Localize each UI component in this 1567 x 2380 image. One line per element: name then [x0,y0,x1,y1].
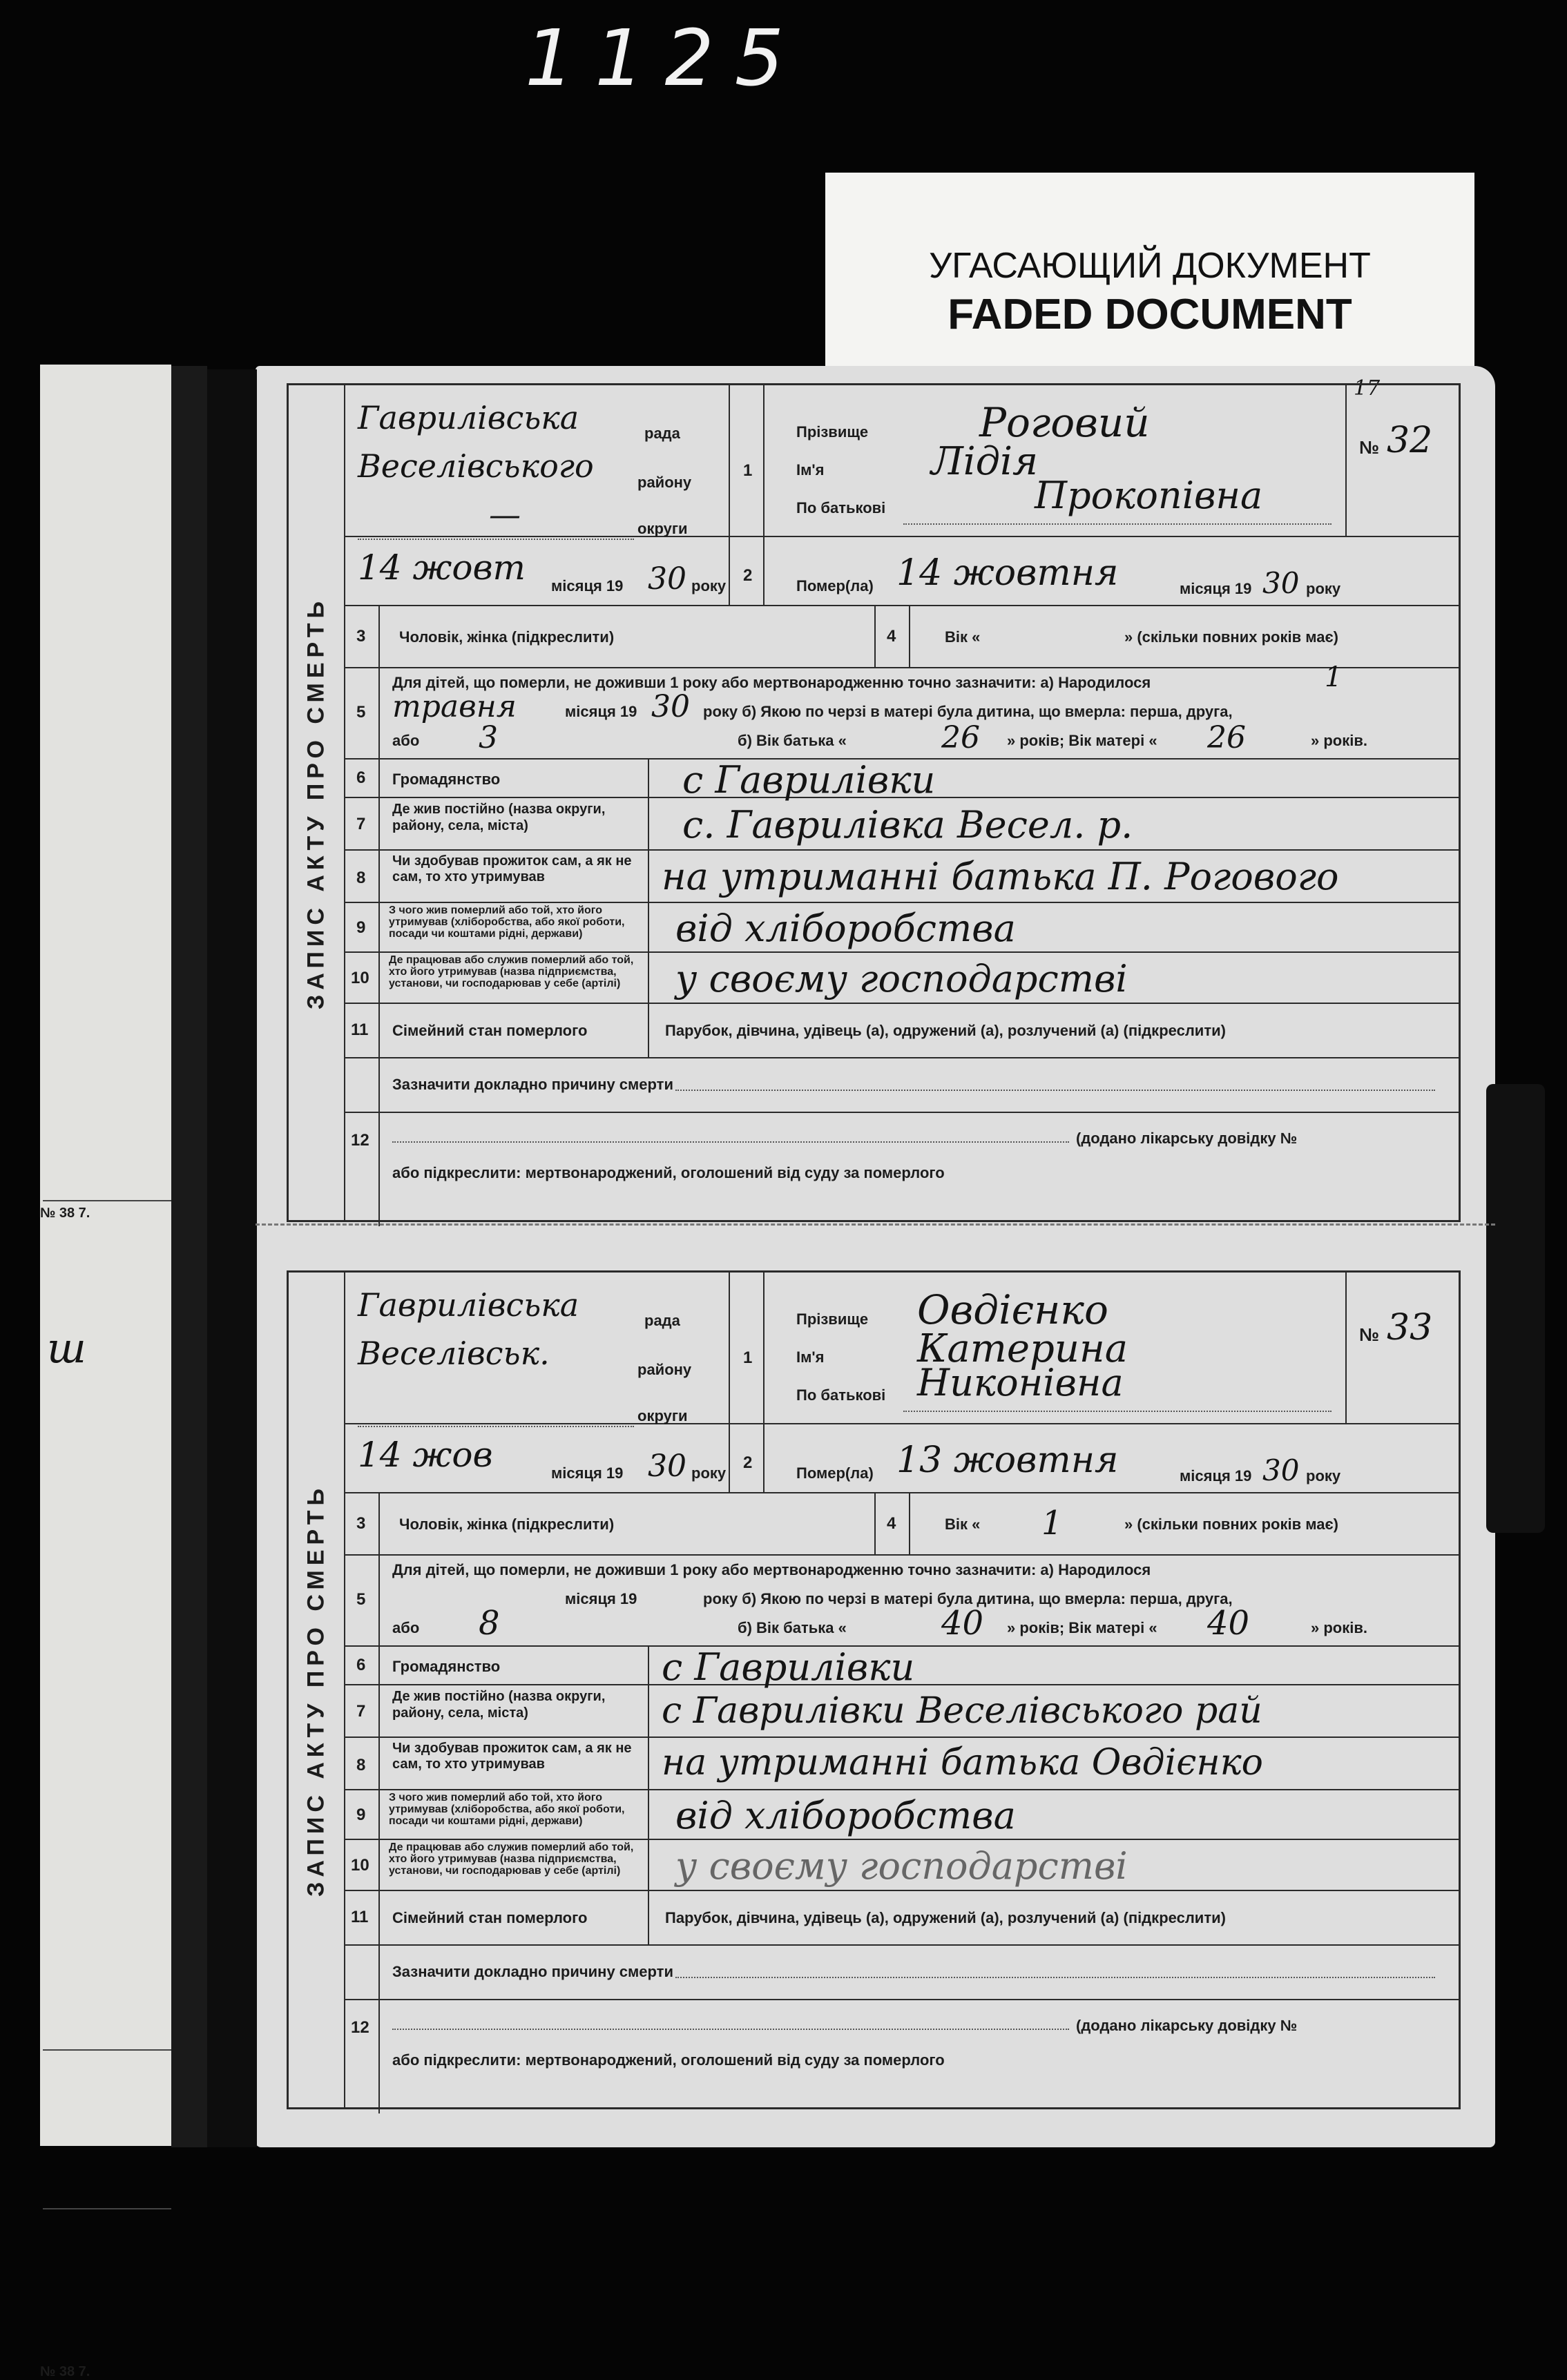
registration-date-value: 14 жовт [358,548,526,588]
raion-label: району [637,474,692,491]
year-label: року [691,577,727,594]
stamp-english-text: FADED DOCUMENT [948,291,1352,338]
page-gutter [171,366,207,2147]
raion-value: Веселівськ. [358,1335,550,1372]
residence-value: с Гаврилівки Веселівського рай [662,1690,1262,1732]
year-label: року [691,1464,727,1482]
work-value: у своєму господарстві [675,957,1128,1000]
death-month-label: місяця 19 [1180,1467,1252,1484]
surname-value: Овдієнко [917,1286,1108,1333]
book-edge-binding [1486,1084,1545,1533]
stillborn-label: або підкреслити: мертвонароджений, оголошений від суду за померлого [392,1164,945,1181]
family-options-label: Парубок, дівчина, удівець (а), одружений (а), розлучений (а) (підкреслити) [665,1909,1226,1926]
rada-label: рада [644,425,680,442]
death-record-card-2: ЗАПИС АКТУ ПРО СМЕРТЬ Гаврилівська рада Веселівськ. району округи 14 жов місяця 19 30 року 1 2 Прізвище Овдієнко Ім'я Катерина По батькові Никонівна № 33 Помер(ла) 13 жовтня місяця 19 30 року 3 Чоловік, жінка (підкреслити) 4 Вік « 1 » (скільки повних років має) 5 Для дітей, що померли, не доживши 1 року або мертвонародженню точно зазначити: а) Народилося місяця 19 року б) Якою по черзі в матері була дитина, що вмерла: перша, друга, або 8 б) Вік батька « 40 » років; Вік матері « 40 » років. 6 Громадянство с Гаврилівки 7 Де жив постійно (назва округи, району, села, міста) с Гаврилівки Веселівського рай 8 Чи здобував прожиток сам, а як не сам, то хто утримував на утриманні батька Овдієнко 9 З чого жив померлий або той, хто його утримував (хліборобства, або якої роботи, посади чи коштами рідні, держави) від хліборобства 10 Де працював або служив померлий або той, хто його утримував (назва підприємства, установи, чи господарював у себе (артілі) у своєму господарстві 11 Сімейний стан померлого Парубок, дівчина, удівець (а), одружений (а), розлучений (а) (підкреслити) 12 Зазначити докладно причину смерти (додано лікарську довідку № або підкреслити: мертвонароджений, оголошений від суду за померлого [287,1270,1461,2109]
children-line-1: Для дітей, що померли, не доживши 1 року або мертвонародженню точно зазначити: а) Народилося [392,674,1151,691]
years-label: » років. [1311,732,1367,749]
record-number-value: 33 [1387,1307,1433,1348]
patronymic-value: Никонівна [917,1361,1124,1404]
age-tail-label: » (скільки повних років має) [1124,1516,1338,1533]
born-month-value: травня [392,689,517,724]
residence-label: Де жив постійно (назва округи, району, села, міста) [392,1689,606,1721]
children-or-label: або [392,732,420,749]
mother-age-label: » років; Вік матері « [1007,732,1157,749]
sex-label: Чоловік, жінка (підкреслити) [399,1516,615,1533]
citizenship-value: с Гаврилівки [662,1645,915,1689]
surname-label: Прізвище [796,423,869,441]
age-label: Вік « [945,1516,981,1533]
father-age-value: 40 [941,1604,984,1643]
side-label: ЗАПИС АКТУ ПРО СМЕРТЬ [289,1273,345,2107]
previous-page-form-number: № 38 7. [40,1206,90,1221]
means-label: Чи здобував прожиток сам, а як не сам, то хто утримував [392,1741,632,1772]
registration-date-value: 14 жов [358,1435,493,1475]
death-year-value: 30 [1262,1453,1300,1487]
record-divider [256,1223,1495,1226]
stillborn-label: або підкреслити: мертвонароджений, оголошений від суду за померлого [392,2051,945,2069]
born-count-value: 1 [1325,661,1343,693]
archive-number: 1125 [525,14,805,104]
stamp-russian-text: УГАСАЮЩИЙ ДОКУМЕНТ [929,246,1371,286]
name-value: Лідія [931,439,1039,484]
registration-year-value: 30 [648,561,686,597]
faded-document-stamp [825,173,1474,380]
child-order-value: 3 [479,720,498,755]
name-label: Ім'я [796,1348,825,1366]
patronymic-label: По батькові [796,499,886,516]
previous-page-line [43,2049,171,2051]
name-label: Ім'я [796,461,825,478]
means-value: на утриманні батька Овдієнко [662,1742,1263,1783]
mother-age-value: 40 [1207,1604,1250,1643]
month-label: місяця 19 [551,1464,624,1482]
citizenship-label: Громадянство [392,771,501,788]
sex-label: Чоловік, жінка (підкреслити) [399,628,615,646]
cause-label: Зазначити докладно причину смерти [392,1076,673,1093]
okrug-label: округи [637,520,688,537]
source-value: від хліборобства [675,1794,1016,1837]
family-status-label: Сімейний стан померлого [392,1909,588,1926]
record-number-value: 32 [1387,420,1433,461]
certificate-label: (додано лікарську довідку № [1076,1130,1298,1147]
children-line-2: року б) Якою по черзі в матері була дитина, що вмерла: перша, друга, [703,1590,1233,1607]
children-or-label: або [392,1619,420,1636]
death-year-label: року [1306,1467,1341,1484]
previous-page-form-number: № 38 7. [40,2364,90,2379]
previous-page-fragment: ш [47,1324,86,1373]
father-age-label: б) Вік батька « [738,1619,847,1636]
age-label: Вік « [945,628,981,646]
age-value: 1 [1041,1504,1063,1542]
age-tail-label: » (скільки повних років має) [1124,628,1338,646]
cause-label: Зазначити докладно причину смерти [392,1963,673,1980]
residence-label: Де жив постійно (назва округи, району, села, міста) [392,802,606,833]
patronymic-value: Прокопівна [1035,474,1263,517]
residence-value: с. Гаврилівка Весел. р. [682,803,1133,846]
work-label: Де працював або служив померлий або той, хто його утримував (назва підприємства, установи, чи господарював у себе (артілі) [389,954,634,989]
father-age-value: 26 [941,720,980,755]
surname-label: Прізвище [796,1310,869,1328]
rada-label: рада [644,1312,680,1329]
children-line-2: року б) Якою по черзі в матері була дитина, що вмерла: перша, друга, [703,703,1233,720]
previous-page-line [43,2208,171,2209]
death-date-value: 13 жовтня [896,1440,1119,1481]
child-order-value: 8 [479,1604,500,1643]
rada-value: Гаврилівська [358,1286,579,1324]
source-value: від хліборобства [675,907,1016,950]
surname-value: Роговий [979,399,1150,446]
means-label: Чи здобував прожиток сам, а як не сам, то хто утримував [392,853,632,884]
died-label: Помер(ла) [796,1464,874,1482]
means-value: на утриманні батька П. Рогового [662,855,1339,898]
family-status-label: Сімейний стан померлого [392,1022,588,1039]
source-label: З чого жив померлий або той, хто його утримував (хліборобства, або якої роботи, посади чи коштами рідні, держави) [389,1792,625,1827]
family-options-label: Парубок, дівчина, удівець (а), одружений (а), розлучений (а) (підкреслити) [665,1022,1226,1039]
page-corner-number: 17 [1354,376,1381,400]
rada-value: Гаврилівська [358,399,579,436]
okrug-label: округи [637,1407,688,1424]
death-year-value: 30 [1262,566,1300,600]
certificate-label: (додано лікарську довідку № [1076,2017,1298,2034]
died-label: Помер(ла) [796,577,874,594]
death-year-label: року [1306,580,1341,597]
okrug-value: — [489,496,521,533]
children-month-label: місяця 19 [565,1590,637,1607]
citizenship-value: с Гаврилівки [682,758,936,802]
previous-page-edge [40,365,171,2379]
death-date-value: 14 жовтня [896,552,1119,594]
death-month-label: місяця 19 [1180,580,1252,597]
father-age-label: б) Вік батька « [738,732,847,749]
patronymic-label: По батькові [796,1386,886,1404]
raion-value: Веселівського [358,447,594,485]
book-spine [207,369,257,2147]
work-value: у своєму господарстві [675,1844,1128,1888]
raion-label: району [637,1361,692,1378]
children-month-label: місяця 19 [565,703,637,720]
mother-age-label: » років; Вік матері « [1007,1619,1157,1636]
registration-year-value: 30 [648,1449,686,1484]
citizenship-label: Громадянство [392,1658,501,1675]
work-label: Де працював або служив померлий або той, хто його утримував (назва підприємства, установи, чи господарював у себе (артілі) [389,1841,634,1877]
source-label: З чого жив померлий або той, хто його утримував (хліборобства, або якої роботи, посади чи коштами рідні, держави) [389,904,625,940]
side-label: ЗАПИС АКТУ ПРО СМЕРТЬ [289,385,345,1220]
mother-age-value: 26 [1207,720,1246,755]
born-year-value: 30 [651,689,690,724]
name-value: Катерина [917,1326,1128,1371]
death-record-card-1: ЗАПИС АКТУ ПРО СМЕРТЬ Гаврилівська рада Веселівського району — округи 14 жовт місяця 19 30 року 1 2 Прізвище Роговий Ім'я Лідія По батькові Прокопівна № 32 Помер(ла) 14 жовтня місяця 19 30 року 3 Чоловік, жінка (підкреслити) 4 Вік « » (скільки повних років має) 5 Для дітей, що померли, не доживши 1 року або мертвонародженню точно зазначити: а) Народилося 1 травня місяця 19 30 року б) Якою по черзі в матері була дитина, що вмерла: перша, друга, або 3 б) Вік батька « 26 » років; Вік матері « 26 » років. 6 Громадянство с Гаврилівки 7 Де жив постійно (назва округи, району, села, міста) с. Гаврилівка Весел. р. 8 Чи здобував прожиток сам, а як не сам, то хто утримував на утриманні батька П. Рогового 9 З чого жив померлий або той, хто його утримував (хліборобства, або якої роботи, посади чи коштами рідні, держави) від хліборобства 10 Де працював або служив померлий або той, хто його утримував (назва підприємства, установи, чи господарював у себе (артілі) у своєму господарстві 11 Сімейний стан померлого Парубок, дівчина, удівець (а), одружений (а), розлучений (а) (підкреслити) 12 Зазначити докладно причину смерти (додано лікарську довідку № або підкреслити: мертвонароджений, оголошений від суду за померлого [287,383,1461,1222]
previous-page-line [43,1200,171,1201]
month-label: місяця 19 [551,577,624,594]
children-line-1: Для дітей, що померли, не доживши 1 року або мертвонародженню точно зазначити: а) Народилося [392,1561,1151,1578]
years-label: » років. [1311,1619,1367,1636]
